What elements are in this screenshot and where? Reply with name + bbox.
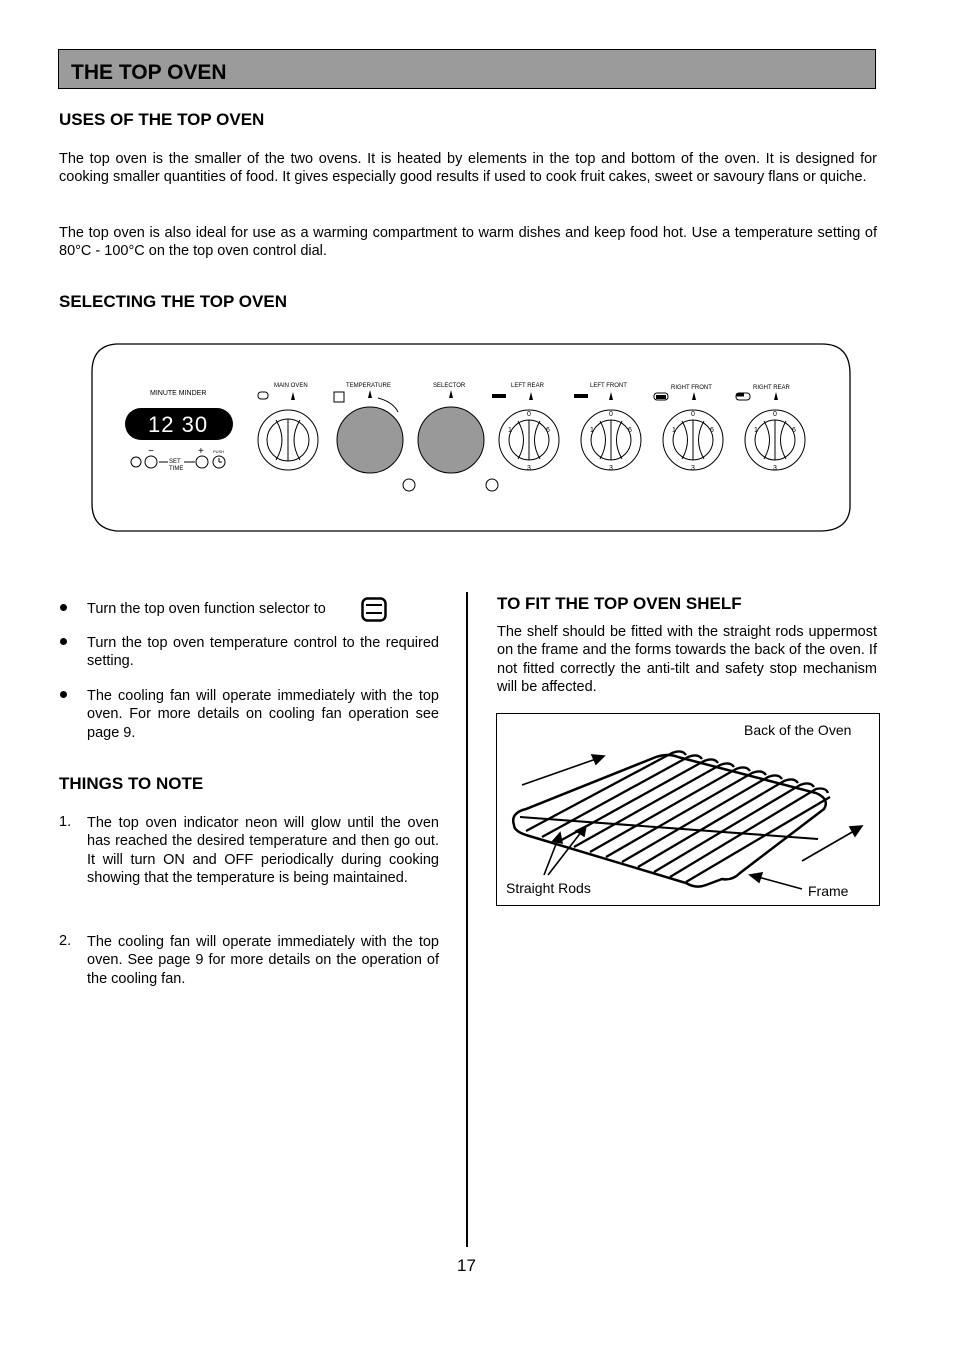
bullet-3-marker xyxy=(60,691,67,698)
shelf-heading: TO FIT THE TOP OVEN SHELF xyxy=(497,594,742,613)
minus-symbol: − xyxy=(148,446,154,457)
knob-label-main-oven: MAIN OVEN xyxy=(274,383,308,389)
set-label: SET xyxy=(169,459,181,465)
plus-symbol: + xyxy=(198,446,204,457)
note-2-text: The cooling fan will operate immediately with the top oven. See page 9 for more details on the operation of the cooling fan. xyxy=(87,934,439,987)
knob-label-right-front: RIGHT FRONT xyxy=(671,385,712,391)
note-1-text: The top oven indicator neon will glow until the oven has reached the desired temperature and then go out. It will turn ON and OFF periodically during cooking showing that the temperature is being maintained. xyxy=(87,815,439,886)
knob-label-temperature: TEMPERATURE xyxy=(346,383,391,389)
svg-text:3: 3 xyxy=(527,465,531,472)
timer-display-time: 12 30 xyxy=(148,412,209,437)
uses-paragraph-1: The top oven is the smaller of the two ovens. It is heated by elements in the top and bottom of the oven. It is designed for cooking smaller quantities of food. It gives especially good results if used to cook fruit cakes, sweet or savoury flans or quiche. xyxy=(59,151,877,186)
knob-label-right-rear: RIGHT REAR xyxy=(753,385,790,391)
svg-text:1: 1 xyxy=(672,427,676,434)
label-straight-rods: Straight Rods xyxy=(506,880,591,896)
uses-heading: USES OF THE TOP OVEN xyxy=(59,110,265,129)
svg-text:3: 3 xyxy=(773,465,777,472)
label-frame: Frame xyxy=(808,883,849,899)
left-rear-knob[interactable] xyxy=(492,392,559,472)
time-label: TIME xyxy=(169,466,184,472)
right-rear-knob[interactable] xyxy=(736,392,805,472)
indicator-neon-2 xyxy=(486,479,498,491)
push-label: PUSH xyxy=(213,449,225,454)
shelf-illustration xyxy=(496,713,881,907)
label-back-of-oven: Back of the Oven xyxy=(744,722,852,738)
bullet-1-text: Turn the top oven function selector to xyxy=(87,601,326,617)
note-2-number: 2. xyxy=(59,933,72,949)
minus-button[interactable] xyxy=(145,456,157,468)
minute-minder-label: MINUTE MINDER xyxy=(150,390,207,397)
svg-text:6: 6 xyxy=(546,427,550,434)
column-divider xyxy=(466,592,468,1247)
knob-label-selector: SELECTOR xyxy=(433,383,466,389)
bullet-1-marker xyxy=(60,604,67,611)
notes-heading: THINGS TO NOTE xyxy=(59,774,204,793)
control-panel-illustration xyxy=(88,340,854,536)
svg-text:6: 6 xyxy=(792,427,796,434)
svg-text:0: 0 xyxy=(773,411,777,418)
top-oven-symbol-icon xyxy=(361,597,387,623)
right-front-knob[interactable] xyxy=(654,392,723,472)
svg-text:6: 6 xyxy=(628,427,632,434)
svg-text:0: 0 xyxy=(691,411,695,418)
note-1-number: 1. xyxy=(59,814,72,830)
uses-paragraph-2: The top oven is also ideal for use as a warming compartment to warm dishes and keep food hot. Use a temperature setting of 80°C - 100°C on the top oven control dial. xyxy=(59,225,877,260)
page-title: THE TOP OVEN xyxy=(71,61,227,84)
selector-knob[interactable] xyxy=(418,390,484,473)
svg-text:3: 3 xyxy=(691,465,695,472)
temperature-knob[interactable] xyxy=(334,390,403,473)
page-number: 17 xyxy=(457,1256,476,1275)
shelf-text: The shelf should be fitted with the straight rods uppermost on the frame and the forms towards the back of the oven. If not fitted correctly the anti-tilt and safety stop mechanism will be affected. xyxy=(497,624,877,695)
page-title-bar xyxy=(58,49,876,89)
svg-text:3: 3 xyxy=(609,465,613,472)
knob-label-left-rear: LEFT REAR xyxy=(511,383,544,389)
svg-text:1: 1 xyxy=(754,427,758,434)
bullet-2-text: Turn the top oven temperature control to the required setting. xyxy=(87,635,439,670)
main-oven-knob[interactable] xyxy=(258,392,318,470)
left-front-knob[interactable] xyxy=(574,392,641,472)
svg-text:0: 0 xyxy=(609,411,613,418)
bell-icon xyxy=(131,457,141,467)
plus-button[interactable] xyxy=(196,456,208,468)
bullet-3-text: The cooling fan will operate immediately with the top oven. For more details on cooling fan operation see page 9. xyxy=(87,688,439,741)
knob-label-left-front: LEFT FRONT xyxy=(590,383,627,389)
svg-text:0: 0 xyxy=(527,411,531,418)
indicator-neon-1 xyxy=(403,479,415,491)
svg-text:1: 1 xyxy=(590,427,594,434)
bullet-2-marker xyxy=(60,638,67,645)
selecting-heading: SELECTING THE TOP OVEN xyxy=(59,292,287,311)
svg-text:1: 1 xyxy=(508,427,512,434)
svg-text:6: 6 xyxy=(710,427,714,434)
